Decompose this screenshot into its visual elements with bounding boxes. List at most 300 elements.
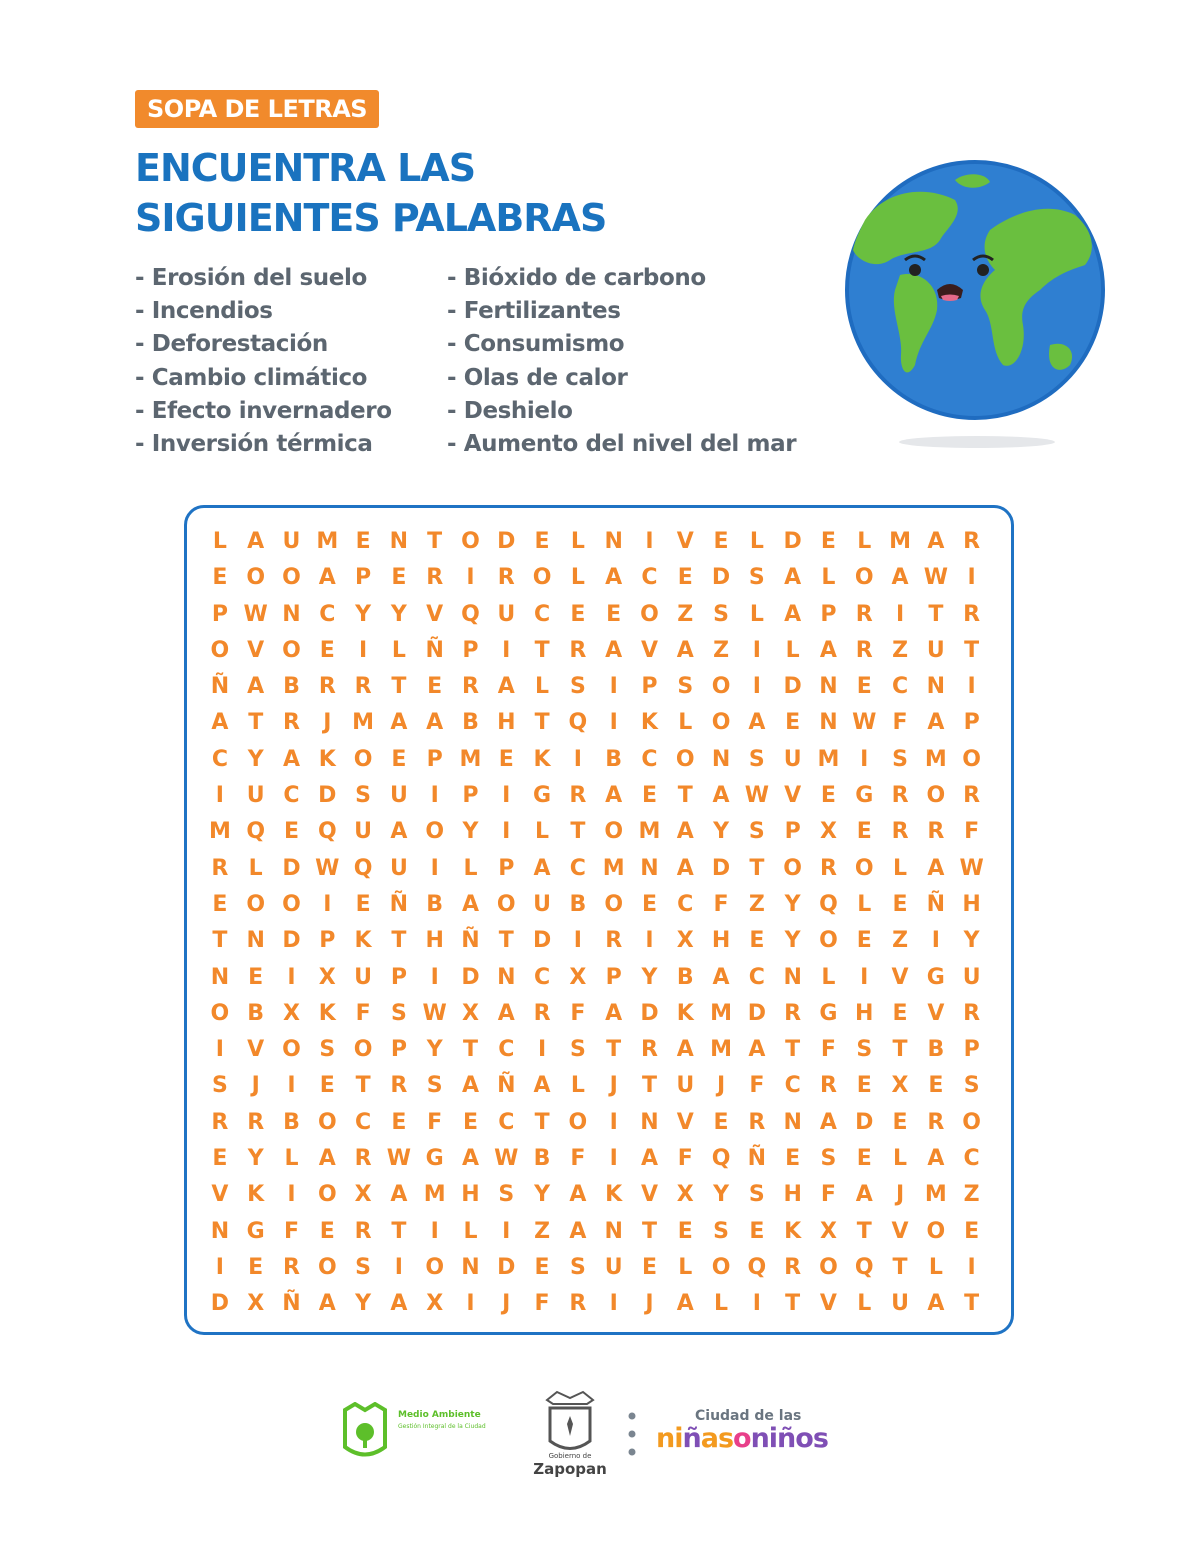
letter-cell[interactable]: E <box>391 746 407 772</box>
letter-cell[interactable]: E <box>570 601 586 627</box>
letter-cell[interactable]: L <box>535 674 550 700</box>
letter-cell[interactable]: E <box>248 964 264 990</box>
letter-cell[interactable]: O <box>962 746 981 772</box>
letter-cell[interactable]: J <box>645 1291 654 1317</box>
letter-cell[interactable]: R <box>318 674 336 700</box>
letter-cell[interactable]: A <box>855 1182 873 1208</box>
letter-cell[interactable]: A <box>819 637 837 663</box>
letter-cell[interactable]: A <box>676 819 694 845</box>
letter-cell[interactable]: X <box>461 1000 479 1026</box>
letter-cell[interactable]: Ñ <box>926 891 946 917</box>
letter-cell[interactable]: O <box>783 855 802 881</box>
letter-cell[interactable]: A <box>676 1037 694 1063</box>
letter-cell[interactable]: O <box>317 1254 337 1280</box>
letter-cell[interactable]: T <box>641 1218 657 1244</box>
letter-cell[interactable]: A <box>748 1037 766 1063</box>
letter-cell[interactable]: L <box>463 1218 478 1244</box>
letter-cell[interactable]: M <box>638 819 661 845</box>
letter-cell[interactable]: A <box>247 674 265 700</box>
letter-cell[interactable]: T <box>677 783 693 809</box>
letter-cell[interactable]: Ñ <box>497 1073 516 1099</box>
letter-cell[interactable]: U <box>783 746 802 772</box>
letter-cell[interactable]: Ñ <box>747 1146 767 1172</box>
letter-cell[interactable]: T <box>534 710 550 736</box>
letter-cell[interactable]: H <box>855 1000 874 1026</box>
letter-cell[interactable]: P <box>462 783 479 809</box>
letter-cell[interactable]: F <box>355 1000 371 1026</box>
letter-cell[interactable]: N <box>711 746 731 772</box>
letter-cell[interactable]: C <box>569 855 586 881</box>
letter-cell[interactable]: M <box>423 1182 446 1208</box>
letter-cell[interactable]: E <box>391 565 407 591</box>
letter-cell[interactable]: W <box>243 601 268 627</box>
letter-cell[interactable]: R <box>283 710 300 736</box>
letter-cell[interactable]: U <box>246 783 265 809</box>
letter-cell[interactable]: H <box>711 928 731 954</box>
letter-cell[interactable]: F <box>892 710 908 736</box>
letter-cell[interactable]: I <box>931 928 940 954</box>
letter-cell[interactable]: N <box>210 1218 230 1244</box>
letter-cell[interactable]: E <box>713 1109 729 1135</box>
letter-cell[interactable]: R <box>963 783 981 809</box>
letter-cell[interactable]: H <box>461 1182 480 1208</box>
letter-cell[interactable]: O <box>353 1037 373 1063</box>
letter-cell[interactable]: U <box>676 1073 695 1099</box>
letter-cell[interactable]: O <box>926 1218 946 1244</box>
letter-cell[interactable]: L <box>749 529 764 554</box>
letter-cell[interactable]: V <box>676 529 694 554</box>
letter-cell[interactable]: E <box>892 1109 908 1135</box>
letter-cell[interactable]: J <box>716 1073 726 1099</box>
letter-cell[interactable]: I <box>967 674 976 700</box>
letter-cell[interactable]: U <box>497 601 516 627</box>
letter-cell[interactable]: L <box>391 637 406 663</box>
letter-cell[interactable]: R <box>891 819 909 845</box>
letter-cell[interactable]: P <box>390 1037 407 1063</box>
letter-cell[interactable]: X <box>819 1218 837 1244</box>
letter-cell[interactable]: L <box>284 1146 299 1172</box>
letter-cell[interactable]: V <box>891 964 909 990</box>
letter-cell[interactable]: A <box>640 1146 658 1172</box>
letter-cell[interactable]: I <box>537 1037 547 1063</box>
letter-cell[interactable]: D <box>783 529 802 554</box>
letter-cell[interactable]: O <box>604 819 624 845</box>
letter-cell[interactable]: E <box>641 783 657 809</box>
letter-cell[interactable]: A <box>748 710 766 736</box>
letter-cell[interactable]: A <box>533 855 551 881</box>
letter-cell[interactable]: A <box>676 1291 694 1317</box>
letter-cell[interactable]: I <box>358 637 368 663</box>
letter-cell[interactable]: E <box>641 891 657 917</box>
letter-cell[interactable]: T <box>606 1037 622 1063</box>
letter-cell[interactable]: E <box>248 1254 264 1280</box>
letter-cell[interactable]: L <box>857 529 872 554</box>
letter-cell[interactable]: X <box>676 1182 694 1208</box>
letter-cell[interactable]: V <box>640 637 658 663</box>
letter-cell[interactable]: E <box>283 819 299 845</box>
letter-cell[interactable]: R <box>963 529 981 554</box>
letter-cell[interactable]: O <box>532 565 552 591</box>
letter-cell[interactable]: R <box>963 601 981 627</box>
letter-cell[interactable]: T <box>856 1218 872 1244</box>
letter-cell[interactable]: E <box>677 1218 693 1244</box>
letter-cell[interactable]: T <box>570 819 586 845</box>
letter-cell[interactable]: Y <box>247 746 264 772</box>
letter-cell[interactable]: V <box>927 1000 945 1026</box>
letter-cell[interactable]: V <box>247 637 265 663</box>
letter-cell[interactable]: R <box>819 855 837 881</box>
letter-cell[interactable]: I <box>287 964 296 990</box>
letter-cell[interactable]: Y <box>390 601 407 627</box>
letter-cell[interactable]: A <box>390 1182 408 1208</box>
letter-cell[interactable]: R <box>354 1218 372 1244</box>
letter-cell[interactable]: M <box>710 1037 732 1063</box>
letter-cell[interactable]: O <box>819 1254 838 1280</box>
letter-cell[interactable]: I <box>860 746 869 772</box>
letter-cell[interactable]: C <box>498 1109 515 1135</box>
letter-cell[interactable]: I <box>287 1073 296 1099</box>
letter-cell[interactable]: K <box>640 710 658 736</box>
letter-cell[interactable]: Y <box>355 601 372 627</box>
letter-cell[interactable]: E <box>212 891 228 917</box>
letter-cell[interactable]: U <box>354 964 373 990</box>
letter-cell[interactable]: D <box>282 855 301 881</box>
letter-cell[interactable]: X <box>426 1291 444 1317</box>
letter-cell[interactable]: T <box>785 1291 801 1317</box>
letter-cell[interactable]: R <box>891 783 909 809</box>
letter-cell[interactable]: P <box>390 964 407 990</box>
letter-cell[interactable]: F <box>820 1182 836 1208</box>
letter-cell[interactable]: U <box>389 783 408 809</box>
letter-cell[interactable]: E <box>641 1254 657 1280</box>
letter-cell[interactable]: A <box>426 710 444 736</box>
letter-cell[interactable]: M <box>602 855 625 881</box>
letter-cell[interactable]: E <box>785 1146 801 1172</box>
letter-cell[interactable]: O <box>604 891 624 917</box>
letter-cell[interactable]: G <box>425 1146 444 1172</box>
letter-cell[interactable]: V <box>426 601 444 627</box>
letter-cell[interactable]: S <box>713 1218 729 1244</box>
letter-cell[interactable]: P <box>498 855 515 881</box>
letter-cell[interactable]: A <box>497 1000 515 1026</box>
letter-cell[interactable]: U <box>389 855 408 881</box>
letter-cell[interactable]: M <box>924 746 947 772</box>
letter-cell[interactable]: C <box>748 964 765 990</box>
letter-cell[interactable]: T <box>391 1218 407 1244</box>
letter-cell[interactable]: O <box>568 1109 588 1135</box>
letter-cell[interactable]: I <box>752 637 761 663</box>
letter-cell[interactable]: V <box>247 1037 265 1063</box>
letter-cell[interactable]: O <box>711 1254 731 1280</box>
letter-cell[interactable]: I <box>430 1218 439 1244</box>
letter-cell[interactable]: T <box>427 529 443 554</box>
letter-cell[interactable]: O <box>246 565 266 591</box>
letter-cell[interactable]: Y <box>784 928 801 954</box>
letter-cell[interactable]: A <box>927 1146 945 1172</box>
letter-cell[interactable]: J <box>323 710 332 736</box>
letter-cell[interactable]: A <box>712 783 730 809</box>
letter-cell[interactable]: I <box>466 565 475 591</box>
letter-cell[interactable]: Q <box>747 1254 767 1280</box>
letter-cell[interactable]: I <box>609 1109 618 1135</box>
letter-cell[interactable]: P <box>963 1037 980 1063</box>
letter-cell[interactable]: V <box>211 1182 229 1208</box>
letter-cell[interactable]: C <box>641 565 658 591</box>
letter-cell[interactable]: E <box>212 1146 228 1172</box>
letter-cell[interactable]: L <box>821 964 836 990</box>
letter-cell[interactable]: D <box>711 565 731 591</box>
letter-cell[interactable]: M <box>924 1182 947 1208</box>
letter-cell[interactable]: I <box>502 637 511 663</box>
letter-cell[interactable]: O <box>711 710 731 736</box>
letter-cell[interactable]: L <box>678 710 693 736</box>
letter-cell[interactable]: A <box>497 674 515 700</box>
letter-cell[interactable]: U <box>282 529 301 554</box>
letter-cell[interactable]: W <box>923 565 948 591</box>
letter-cell[interactable]: T <box>498 928 514 954</box>
letter-cell[interactable]: A <box>318 1291 336 1317</box>
letter-cell[interactable]: C <box>784 1073 801 1099</box>
letter-cell[interactable]: R <box>927 819 945 845</box>
letter-cell[interactable]: O <box>282 1037 301 1063</box>
letter-cell[interactable]: P <box>426 746 443 772</box>
letter-cell[interactable]: A <box>247 529 265 554</box>
letter-cell[interactable]: E <box>677 565 693 591</box>
letter-cell[interactable]: B <box>569 891 587 917</box>
letter-cell[interactable]: R <box>533 1000 551 1026</box>
letter-cell[interactable]: Y <box>963 928 980 954</box>
letter-cell[interactable]: E <box>856 674 872 700</box>
letter-cell[interactable]: E <box>713 529 729 554</box>
letter-cell[interactable]: D <box>318 783 337 809</box>
letter-cell[interactable]: D <box>711 855 731 881</box>
letter-cell[interactable]: Ñ <box>425 637 444 663</box>
letter-cell[interactable]: C <box>891 674 909 700</box>
letter-cell[interactable]: F <box>283 1218 299 1244</box>
letter-cell[interactable]: O <box>461 529 480 554</box>
letter-cell[interactable]: R <box>963 1000 981 1026</box>
letter-cell[interactable]: I <box>215 1254 224 1280</box>
letter-cell[interactable]: H <box>783 1182 802 1208</box>
letter-cell[interactable]: F <box>570 1000 586 1026</box>
letter-cell[interactable]: W <box>852 710 877 736</box>
letter-cell[interactable]: Y <box>534 1182 551 1208</box>
letter-cell[interactable]: C <box>641 746 658 772</box>
letter-cell[interactable]: I <box>323 891 332 917</box>
letter-cell[interactable]: B <box>605 746 623 772</box>
letter-cell[interactable]: S <box>677 674 694 700</box>
letter-cell[interactable]: X <box>247 1291 265 1317</box>
letter-cell[interactable]: N <box>604 529 623 554</box>
letter-cell[interactable]: I <box>215 1037 224 1063</box>
letter-cell[interactable]: N <box>783 964 802 990</box>
letter-cell[interactable]: D <box>497 529 516 554</box>
letter-cell[interactable]: T <box>892 1037 908 1063</box>
letter-cell[interactable]: T <box>928 601 944 627</box>
letter-cell[interactable]: R <box>569 1291 587 1317</box>
letter-cell[interactable]: T <box>534 637 550 663</box>
letter-cell[interactable]: V <box>819 1291 837 1317</box>
letter-cell[interactable]: A <box>927 855 945 881</box>
letter-cell[interactable]: R <box>855 637 873 663</box>
letter-cell[interactable]: U <box>354 819 373 845</box>
letter-cell[interactable]: S <box>892 746 908 772</box>
letter-cell[interactable]: Q <box>711 1146 731 1172</box>
letter-cell[interactable]: S <box>426 1073 443 1099</box>
letter-cell[interactable]: O <box>854 565 874 591</box>
letter-cell[interactable]: L <box>248 855 263 881</box>
letter-cell[interactable]: E <box>928 1073 944 1099</box>
letter-cell[interactable]: A <box>318 1146 336 1172</box>
letter-cell[interactable]: M <box>459 746 482 772</box>
letter-cell[interactable]: A <box>390 819 408 845</box>
letter-cell[interactable]: B <box>283 1109 300 1135</box>
letter-cell[interactable]: Q <box>246 819 266 845</box>
letter-cell[interactable]: R <box>462 674 479 700</box>
letter-cell[interactable]: T <box>462 1037 478 1063</box>
letter-cell[interactable]: M <box>710 1000 732 1026</box>
letter-cell[interactable]: K <box>318 1000 336 1026</box>
letter-cell[interactable]: U <box>533 891 551 917</box>
letter-cell[interactable]: F <box>820 1037 836 1063</box>
letter-cell[interactable]: I <box>645 928 654 954</box>
letter-cell[interactable]: R <box>426 565 444 591</box>
letter-cell[interactable]: E <box>892 1000 908 1026</box>
letter-cell[interactable]: E <box>355 891 371 917</box>
letter-cell[interactable]: N <box>282 601 301 627</box>
letter-cell[interactable]: Q <box>819 891 838 917</box>
letter-cell[interactable]: B <box>927 1037 945 1063</box>
letter-cell[interactable]: X <box>891 1073 909 1099</box>
letter-cell[interactable]: G <box>246 1218 265 1244</box>
letter-cell[interactable]: N <box>389 529 409 554</box>
letter-cell[interactable]: I <box>860 964 869 990</box>
letter-cell[interactable]: I <box>466 1291 475 1317</box>
letter-cell[interactable]: O <box>246 891 266 917</box>
letter-cell[interactable]: O <box>210 637 230 663</box>
letter-cell[interactable]: U <box>891 1291 909 1317</box>
letter-cell[interactable]: A <box>676 637 694 663</box>
letter-cell[interactable]: Ñ <box>282 1291 301 1317</box>
letter-cell[interactable]: A <box>605 565 623 591</box>
letter-cell[interactable]: R <box>569 783 587 809</box>
letter-cell[interactable]: S <box>319 1037 336 1063</box>
letter-cell[interactable]: X <box>354 1182 372 1208</box>
letter-cell[interactable]: D <box>855 1109 874 1135</box>
letter-cell[interactable]: S <box>963 1073 980 1099</box>
letter-cell[interactable]: S <box>211 1073 228 1099</box>
letter-cell[interactable]: T <box>785 1037 801 1063</box>
letter-cell[interactable]: E <box>427 674 443 700</box>
letter-cell[interactable]: E <box>856 1073 872 1099</box>
letter-cell[interactable]: F <box>570 1146 586 1172</box>
letter-cell[interactable]: T <box>212 928 228 954</box>
letter-cell[interactable]: M <box>316 529 339 554</box>
letter-cell[interactable]: N <box>819 710 838 736</box>
letter-cell[interactable]: Y <box>641 964 658 990</box>
letter-cell[interactable]: A <box>605 637 623 663</box>
letter-cell[interactable]: P <box>784 819 801 845</box>
letter-cell[interactable]: F <box>749 1073 765 1099</box>
letter-cell[interactable]: O <box>282 891 301 917</box>
letter-cell[interactable]: L <box>893 1146 908 1172</box>
letter-cell[interactable]: Z <box>748 891 765 917</box>
letter-cell[interactable]: C <box>677 891 694 917</box>
letter-cell[interactable]: O <box>926 783 946 809</box>
letter-cell[interactable]: F <box>677 1146 693 1172</box>
letter-cell[interactable]: L <box>749 601 764 627</box>
letter-cell[interactable]: E <box>212 565 228 591</box>
letter-cell[interactable]: F <box>964 819 980 845</box>
letter-cell[interactable]: K <box>354 928 372 954</box>
letter-cell[interactable]: R <box>354 674 372 700</box>
letter-cell[interactable]: S <box>569 1037 586 1063</box>
letter-cell[interactable]: A <box>891 565 909 591</box>
letter-cell[interactable]: E <box>391 1109 407 1135</box>
letter-cell[interactable]: E <box>534 529 550 554</box>
letter-cell[interactable]: N <box>497 964 516 990</box>
letter-cell[interactable]: N <box>640 1109 659 1135</box>
letter-cell[interactable]: G <box>926 964 945 990</box>
letter-cell[interactable]: E <box>749 928 765 954</box>
letter-cell[interactable]: T <box>355 1073 371 1099</box>
letter-cell[interactable]: K <box>784 1218 802 1244</box>
letter-cell[interactable]: F <box>713 891 729 917</box>
letter-cell[interactable]: P <box>963 710 980 736</box>
letter-cell[interactable]: T <box>964 1291 980 1317</box>
letter-cell[interactable]: B <box>462 710 479 736</box>
letter-cell[interactable]: B <box>533 1146 551 1172</box>
letter-cell[interactable]: J <box>895 1182 905 1208</box>
letter-cell[interactable]: Q <box>353 855 373 881</box>
letter-cell[interactable]: N <box>210 964 230 990</box>
letter-cell[interactable]: E <box>856 1146 872 1172</box>
letter-cell[interactable]: Q <box>568 710 588 736</box>
letter-cell[interactable]: A <box>605 783 623 809</box>
letter-cell[interactable]: L <box>678 1254 693 1280</box>
letter-cell[interactable]: U <box>604 1254 623 1280</box>
letter-cell[interactable]: N <box>640 855 659 881</box>
letter-cell[interactable]: S <box>569 674 586 700</box>
letter-cell[interactable]: O <box>854 855 874 881</box>
letter-cell[interactable]: S <box>748 746 765 772</box>
letter-cell[interactable]: E <box>355 529 371 554</box>
letter-cell[interactable]: Ñ <box>389 891 409 917</box>
letter-cell[interactable]: L <box>785 637 800 663</box>
letter-cell[interactable]: L <box>570 1073 585 1099</box>
letter-cell[interactable]: T <box>892 1254 908 1280</box>
letter-cell[interactable]: E <box>964 1218 980 1244</box>
letter-cell[interactable]: I <box>430 964 439 990</box>
letter-cell[interactable]: E <box>820 529 836 554</box>
letter-cell[interactable]: U <box>962 964 981 990</box>
letter-cell[interactable]: I <box>394 1254 403 1280</box>
letter-cell[interactable]: E <box>856 928 872 954</box>
letter-cell[interactable]: G <box>533 783 552 809</box>
letter-cell[interactable]: P <box>319 928 336 954</box>
letter-cell[interactable]: I <box>609 710 618 736</box>
letter-cell[interactable]: Y <box>247 1146 264 1172</box>
letter-cell[interactable]: S <box>820 1146 837 1172</box>
letter-cell[interactable]: O <box>425 819 445 845</box>
letter-cell[interactable]: R <box>569 637 587 663</box>
letter-cell[interactable]: T <box>964 637 980 663</box>
letter-cell[interactable]: I <box>967 565 976 591</box>
letter-cell[interactable]: A <box>569 1182 587 1208</box>
letter-cell[interactable]: Y <box>713 819 730 845</box>
letter-cell[interactable]: I <box>502 819 511 845</box>
letter-cell[interactable]: P <box>820 601 837 627</box>
